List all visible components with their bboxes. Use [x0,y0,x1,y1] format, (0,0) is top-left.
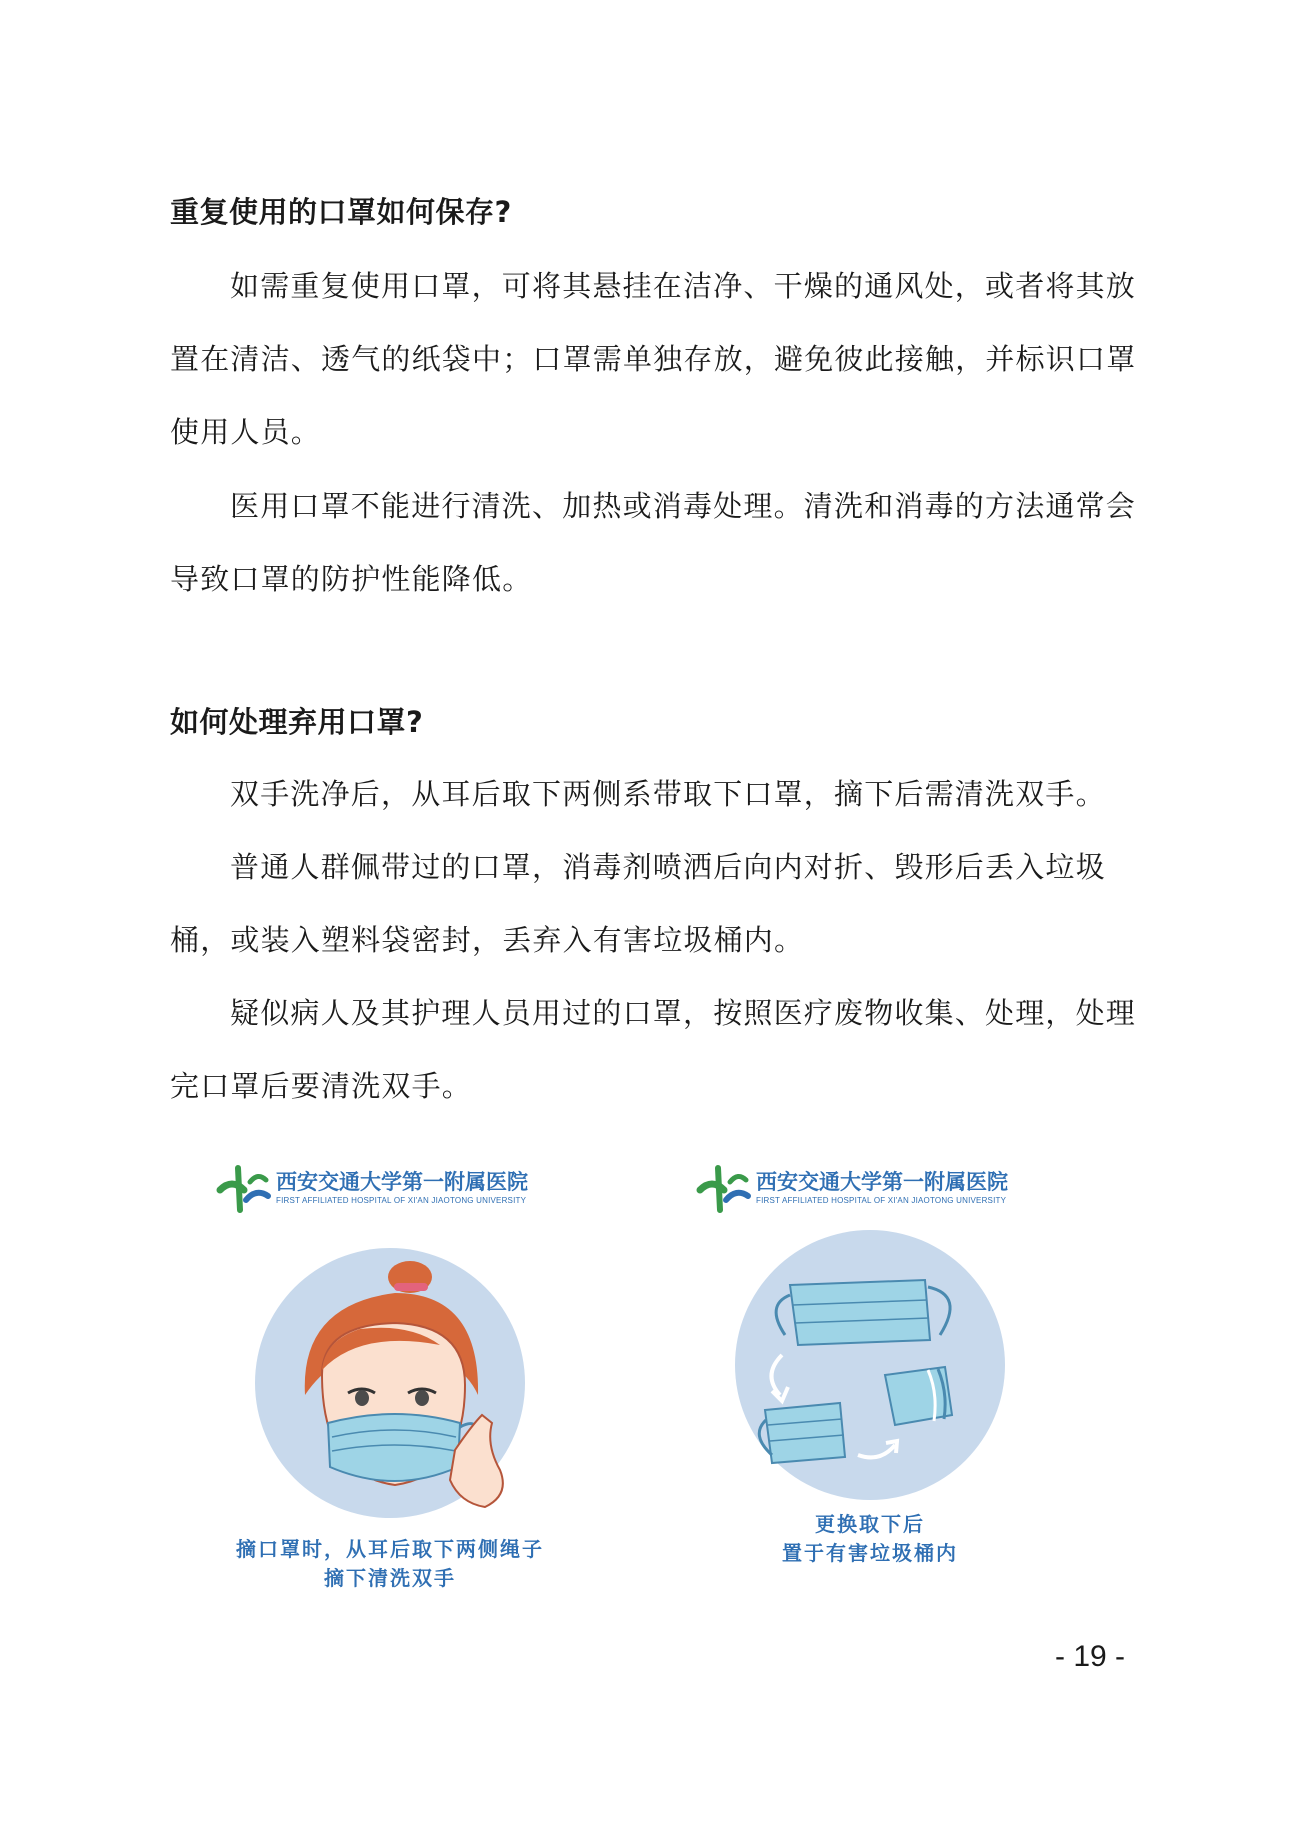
folding-mask-illustration [690,1225,1050,1505]
hospital-emblem-icon [690,1160,754,1218]
figure-caption-line1: 摘口罩时，从耳后取下两侧绳子 [236,1537,544,1561]
paragraph-no-cleaning: 医用口罩不能进行清洗、加热或消毒处理。清洗和消毒的方法通常会导致口罩的防护性能降低。 [170,489,1137,596]
hospital-emblem-icon [210,1160,274,1218]
hospital-name-cn: 西安交通大学第一附属医院 [276,1169,528,1194]
paragraph-patient-disposal: 疑似病人及其护理人员用过的口罩，按照医疗废物收集、处理，处理完口罩后要清洗双手。 [170,996,1137,1103]
paragraph-remove-mask: 双手洗净后，从耳后取下两侧系带取下口罩，摘下后需清洗双手。 [230,777,1106,811]
hospital-name-en: FIRST AFFILIATED HOSPITAL OF XI'AN JIAOTONG UNIVERSITY [756,1196,1007,1205]
hospital-name-cn: 西安交通大学第一附属医院 [756,1169,1008,1194]
woman-removing-mask-illustration [210,1245,570,1525]
page-number: - 19 - [1055,1640,1126,1673]
figure-remove-mask [210,1160,570,1600]
figure-caption-line2: 摘下清洗双手 [324,1566,456,1590]
section-heading-disposal: 如何处理弃用口罩? [170,705,424,739]
section-heading-reuse-storage: 重复使用的口罩如何保存? [170,195,512,229]
paragraph-reuse-storage: 如需重复使用口罩，可将其悬挂在洁净、干燥的通风处，或者将其放置在清洁、透气的纸袋中；口罩需单独存放，避免彼此接触，并标识口罩使用人员。 [170,269,1137,449]
hospital-logo [210,1160,570,1220]
figure-caption-line1: 更换取下后 [815,1512,925,1536]
figure-dispose-mask [690,1160,1050,1600]
hospital-name-en: FIRST AFFILIATED HOSPITAL OF XI'AN JIAOTONG UNIVERSITY [276,1196,527,1205]
paragraph-general-disposal: 普通人群佩带过的口罩，消毒剂喷洒后向内对折、毁形后丢入垃圾桶，或装入塑料袋密封，丢弃入有害垃圾桶内。 [170,850,1106,957]
figure-caption-line2: 置于有害垃圾桶内 [782,1541,958,1565]
hospital-logo [690,1160,1050,1220]
